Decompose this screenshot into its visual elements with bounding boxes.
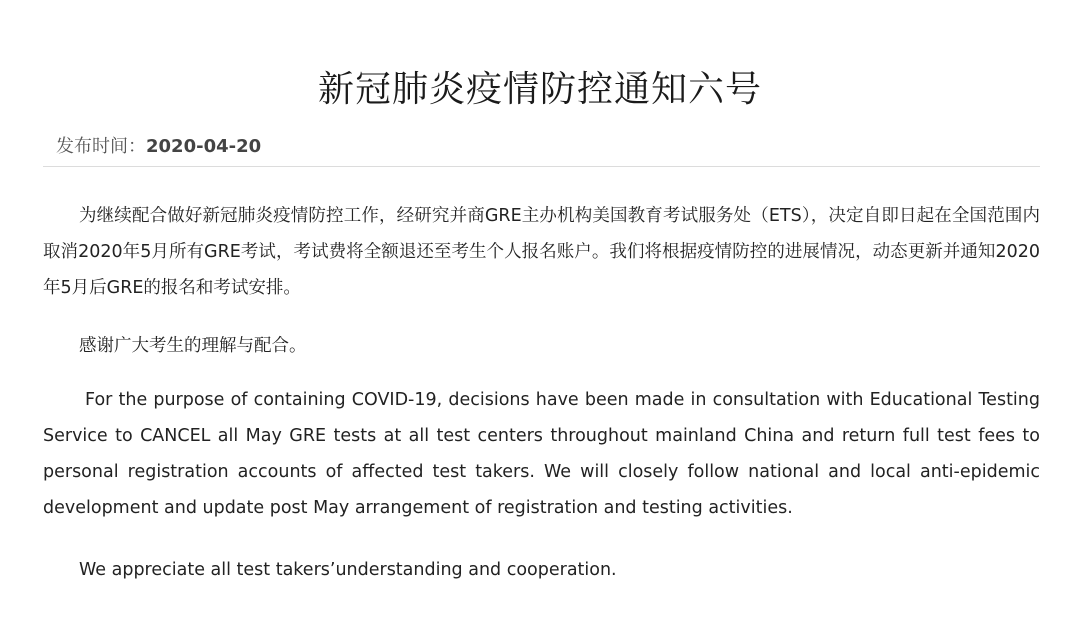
page-title: 新冠肺炎疫情防控通知六号 — [317, 69, 762, 111]
notice-body — [43, 198, 1040, 588]
paragraph-zh-thanks: 感谢广大考生的理解与配合。 — [79, 336, 307, 356]
publish-info — [56, 134, 261, 160]
header-divider — [43, 166, 1040, 167]
publish-date: 2020-04-20 — [146, 136, 262, 157]
publish-label: 发布时间： — [56, 136, 146, 157]
paragraph-en-main: For the purpose of containing COVID-19, decisions have been made in consultation with Educational Testing Service to CANCEL all May GRE tests at all test centers throughout mainland China and return full test fees to personal registration accounts of affected test takers. We will closely follow national and local anti-epidemic development and update post May arrangement of registration and testing activities. — [43, 390, 1040, 518]
paragraph-en-thanks: We appreciate all test takers’understanding and cooperation. — [79, 560, 617, 580]
paragraph-zh-main: 为继续配合做好新冠肺炎疫情防控工作，经研究并商GRE主办机构美国教育考试服务处（ETS），决定自即日起在全国范围内取消2020年5月所有GRE考试，考试费将全额退还至考生个人报名账户。我们将根据疫情防控的进展情况，动态更新并通知2020年5月后GRE的报名和考试安排。 — [43, 206, 1040, 298]
